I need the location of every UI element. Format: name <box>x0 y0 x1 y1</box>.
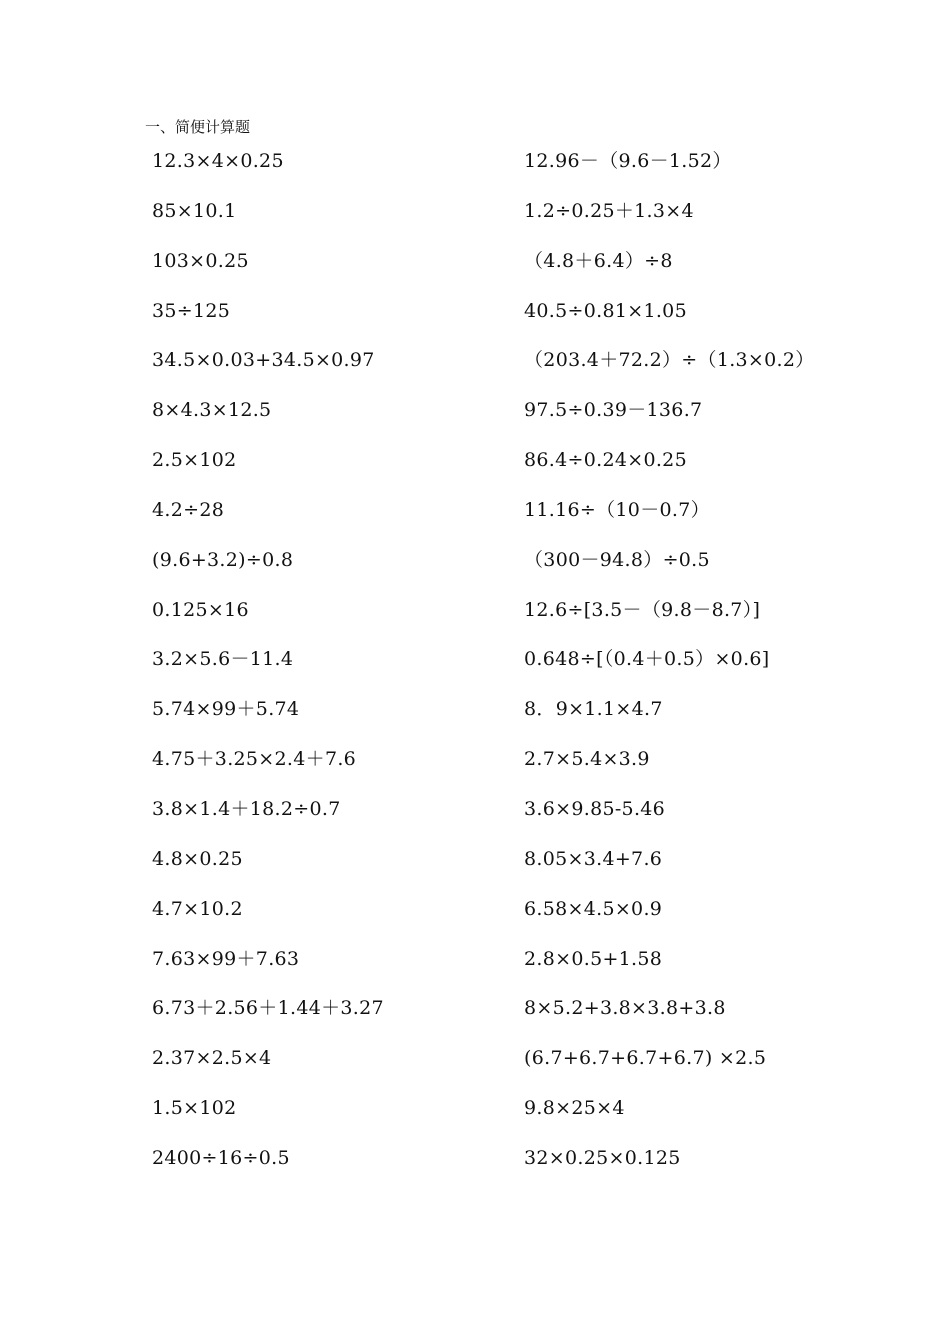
problem-item: 85×10.1 <box>152 199 237 222</box>
problem-item: 34.5×0.03+34.5×0.97 <box>152 349 375 372</box>
problem-item: 3.6×9.85-5.46 <box>524 797 666 820</box>
problem-item: 40.5÷0.81×1.05 <box>524 299 687 322</box>
problem-item: 0.125×16 <box>152 598 249 621</box>
problem-item: 6.58×4.5×0.9 <box>524 897 663 920</box>
problem-item: 3.8×1.4＋18.2÷0.7 <box>152 797 341 820</box>
problem-item: 6.73＋2.56＋1.44＋3.27 <box>152 997 384 1020</box>
problem-item: 8．9×1.1×4.7 <box>524 698 663 721</box>
problem-item: 86.4÷0.24×0.25 <box>524 449 687 472</box>
problem-item: 11.16÷（10－0.7） <box>524 498 710 521</box>
problem-item: 9.8×25×4 <box>524 1097 625 1120</box>
problem-item: 4.2÷28 <box>152 498 225 521</box>
problem-item: （4.8＋6.4）÷8 <box>524 249 673 272</box>
right-problem-column <box>524 146 924 1193</box>
problem-item: 7.63×99＋7.63 <box>152 947 300 970</box>
problem-item: 8×5.2+3.8×3.8+3.8 <box>524 997 726 1020</box>
problem-item: 2.8×0.5+1.58 <box>524 947 663 970</box>
problem-item: 97.5÷0.39－136.7 <box>524 399 703 422</box>
problem-item: 103×0.25 <box>152 249 249 272</box>
problem-item: 8.05×3.4+7.6 <box>524 847 663 870</box>
problem-item: 0.648÷[（0.4＋0.5）×0.6] <box>524 648 770 671</box>
problem-item: 35÷125 <box>152 299 231 322</box>
problem-item: 5.74×99＋5.74 <box>152 698 300 721</box>
problem-item: 4.8×0.25 <box>152 847 243 870</box>
problem-item: 1.2÷0.25＋1.3×4 <box>524 199 694 222</box>
problem-item: （300－94.8）÷0.5 <box>524 548 710 571</box>
problem-item: 4.75＋3.25×2.4＋7.6 <box>152 748 357 771</box>
problem-item: 8×4.3×12.5 <box>152 399 272 422</box>
problem-item: 3.2×5.6－11.4 <box>152 648 294 671</box>
problem-item: 12.6÷[3.5－（9.8－8.7）] <box>524 598 761 621</box>
problem-item: 12.3×4×0.25 <box>152 150 284 172</box>
problem-item: （203.4＋72.2）÷（1.3×0.2） <box>524 349 815 372</box>
problem-item: 2.7×5.4×3.9 <box>524 748 650 771</box>
problem-item: 32×0.25×0.125 <box>524 1146 681 1169</box>
section-title: 一、简便计算题 <box>145 118 251 136</box>
left-problem-column <box>152 146 512 1193</box>
problem-item: 2.37×2.5×4 <box>152 1047 272 1070</box>
problem-item: 2400÷16÷0.5 <box>152 1146 290 1169</box>
problem-item: 2.5×102 <box>152 449 237 472</box>
problem-item: 12.96－（9.6－1.52） <box>524 150 732 172</box>
problem-item: (6.7+6.7+6.7+6.7) ×2.5 <box>524 1047 767 1070</box>
problem-item: (9.6+3.2)÷0.8 <box>152 548 294 571</box>
problem-item: 1.5×102 <box>152 1097 237 1120</box>
problem-item: 4.7×10.2 <box>152 897 243 920</box>
